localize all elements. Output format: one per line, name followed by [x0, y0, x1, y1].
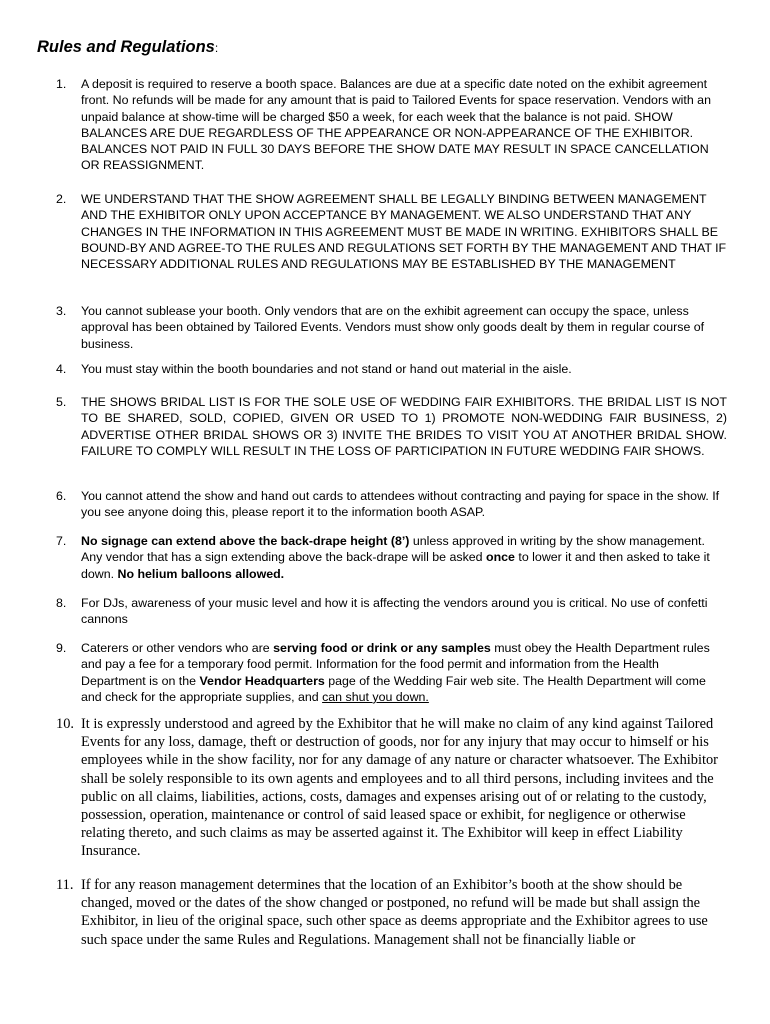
bold-text: No signage can extend above the back-drape height (8’) [81, 534, 410, 548]
rule-text: It is expressly understood and agreed by the Exhibitor that he will make no claim of any kind against Tailored Events for any loss, damage, theft or destruction of goods, nor for any injury that may occur to himself or his employees while in the show facility, nor for any damage of any nature or character whatsoever. The Exhibitor shall be solely responsible to its own agents and employees and to all third persons, including invitees and the public on all claims, liabilities, actions, costs, damages and expenses arising out of or relating to the custody, possession, operation, maintenance or control of said leased space or exhibit, for negligence or otherwise relating thereto, and such claims as may be asserted against it. The Exhibitor will keep in effect Liability Insurance. [81, 716, 718, 860]
rule-item-8 [56, 595, 728, 628]
rule-text: A deposit is required to reserve a booth space. Balances are due at a specific date noted on the exhibit agreement front. No refunds will be made for any amount that is paid to Tailored Events for space reservation. Vendors with an unpaid balance at show-time will be charged $50 a week, for each week that the balance is not paid. SHOW BALANCES ARE DUE REGARDLESS OF THE APPEARANCE OR NON-APPEARANCE OF THE EXHIBITOR. BALANCES NOT PAID IN FULL 30 DAYS BEFORE THE SHOW DATE MAY RESULT IN SPACE CANCELLATION OR REASSIGNMENT. [81, 77, 711, 173]
rule-number: 11. [56, 877, 74, 893]
rule-number: 5. [56, 395, 67, 409]
rule-number: 8. [56, 596, 67, 610]
bold-text: Vendor Headquarters [199, 673, 325, 688]
rule-text [81, 533, 727, 582]
rule-text: You must stay within the booth boundaries and not stand or hand out material in the aisle. [81, 362, 572, 376]
rule-item-10 [56, 715, 728, 861]
rule-text-segment: must obey the Health Department rules and pay a fee for a temporary food permit. Information for the food permit and information from the Health Department is on the [81, 641, 710, 688]
rule-text: For DJs, awareness of your music level and how it is affecting the vendors around you is critical. No use of confetti cannons [81, 596, 708, 627]
bold-text: once [486, 550, 515, 565]
bold-text: serving food or drink or any samples [273, 641, 491, 655]
rule-number: 1. [56, 77, 67, 91]
rule-text: You cannot attend the show and hand out cards to attendees without contracting and paying for space in the show. If you see anyone doing this, please report it to the information booth ASAP. [81, 489, 720, 520]
rule-text: THE SHOWS BRIDAL LIST IS FOR THE SOLE USE OF WEDDING FAIR EXHIBITORS. THE BRIDAL LIST IS NOT TO BE SHARED, SOLD, COPIED, GIVEN OR USED TO 1) PROMOTE NON-WEDDING FAIR BUSINESS, 2) ADVERTISE OTHER BRIDAL SHOWS OR 3) INVITE THE BRIDES TO VISIT YOU AT ANOTHER BRIDAL SHOW. FAILURE TO COMPLY WILL RESULT IN THE LOSS OF PARTICIPATION IN FUTURE WEDDING FAIR SHOWS. [81, 395, 727, 458]
rule-number: 3. [56, 304, 67, 318]
rule-number: 9. [56, 641, 67, 655]
rule-number: 6. [56, 489, 67, 503]
rule-item-2 [56, 191, 728, 272]
rule-text [81, 640, 727, 705]
rule-item-1 [56, 76, 728, 174]
rule-item-9 [56, 640, 728, 705]
rule-item-11 [56, 876, 728, 949]
rule-number: 10. [56, 716, 74, 732]
rule-item-3 [56, 303, 728, 352]
rule-text: WE UNDERSTAND THAT THE SHOW AGREEMENT SHALL BE LEGALLY BINDING BETWEEN MANAGEMENT AND THE EXHIBITOR ONLY UPON ACCEPTANCE BY MANAGEMENT. WE ALSO UNDERSTAND THAT ANY CHANGES IN THE INFORMATION IN THIS AGREEMENT MUST BE MADE IN WRITING. EXHIBITORS SHALL BE BOUND-BY AND AGREE-TO THE RULES AND REGULATIONS SET FORTH BY THE MANAGEMENT AND THAT IF NECESSARY ADDITIONAL RULES AND REGULATIONS MAY BE ESTABLISHED BY THE MANAGEMENT [81, 192, 727, 272]
page-title-text: Rules and Regulations [37, 38, 215, 56]
rule-text-segment: unless approved in writing by the show management. Any vendor that has a sign extending above the back-drape will be asked [81, 534, 705, 565]
rule-text: If for any reason management determines that the location of an Exhibitor’s booth at the show should be changed, moved or the dates of the show changed or postponed, no refund will be made but shall assign the Exhibitor, in lieu of the original space, such other space as deems appropriate and the Exhibitor agrees to use such space under the same Rules and Regulations. Management shall not be financially liable or [81, 877, 708, 948]
rule-item-5 [56, 394, 728, 459]
bold-text: No helium balloons allowed. [117, 566, 285, 581]
rule-item-7 [56, 533, 728, 582]
rule-item-4 [56, 361, 728, 377]
rule-number: 2. [56, 192, 67, 206]
rule-number: 7. [56, 534, 67, 548]
rule-text-segment: to lower it and then asked to take it down. [81, 550, 710, 581]
rule-number: 4. [56, 362, 67, 376]
underlined-text: can shut you down. [322, 689, 429, 704]
rule-text: You cannot sublease your booth. Only vendors that are on the exhibit agreement can occupy the space, unless approval has been obtained by Tailored Events. Vendors must show only goods dealt by them in regular course of business. [81, 304, 705, 351]
rule-text-segment: page of the Wedding Fair web site. The Health Department will come and check for the appropriate supplies, and [81, 673, 706, 704]
rule-item-6 [56, 488, 728, 521]
page-title [37, 38, 218, 57]
rule-text-segment: Caterers or other vendors who are [81, 641, 274, 655]
page-title-colon: : [214, 41, 219, 55]
